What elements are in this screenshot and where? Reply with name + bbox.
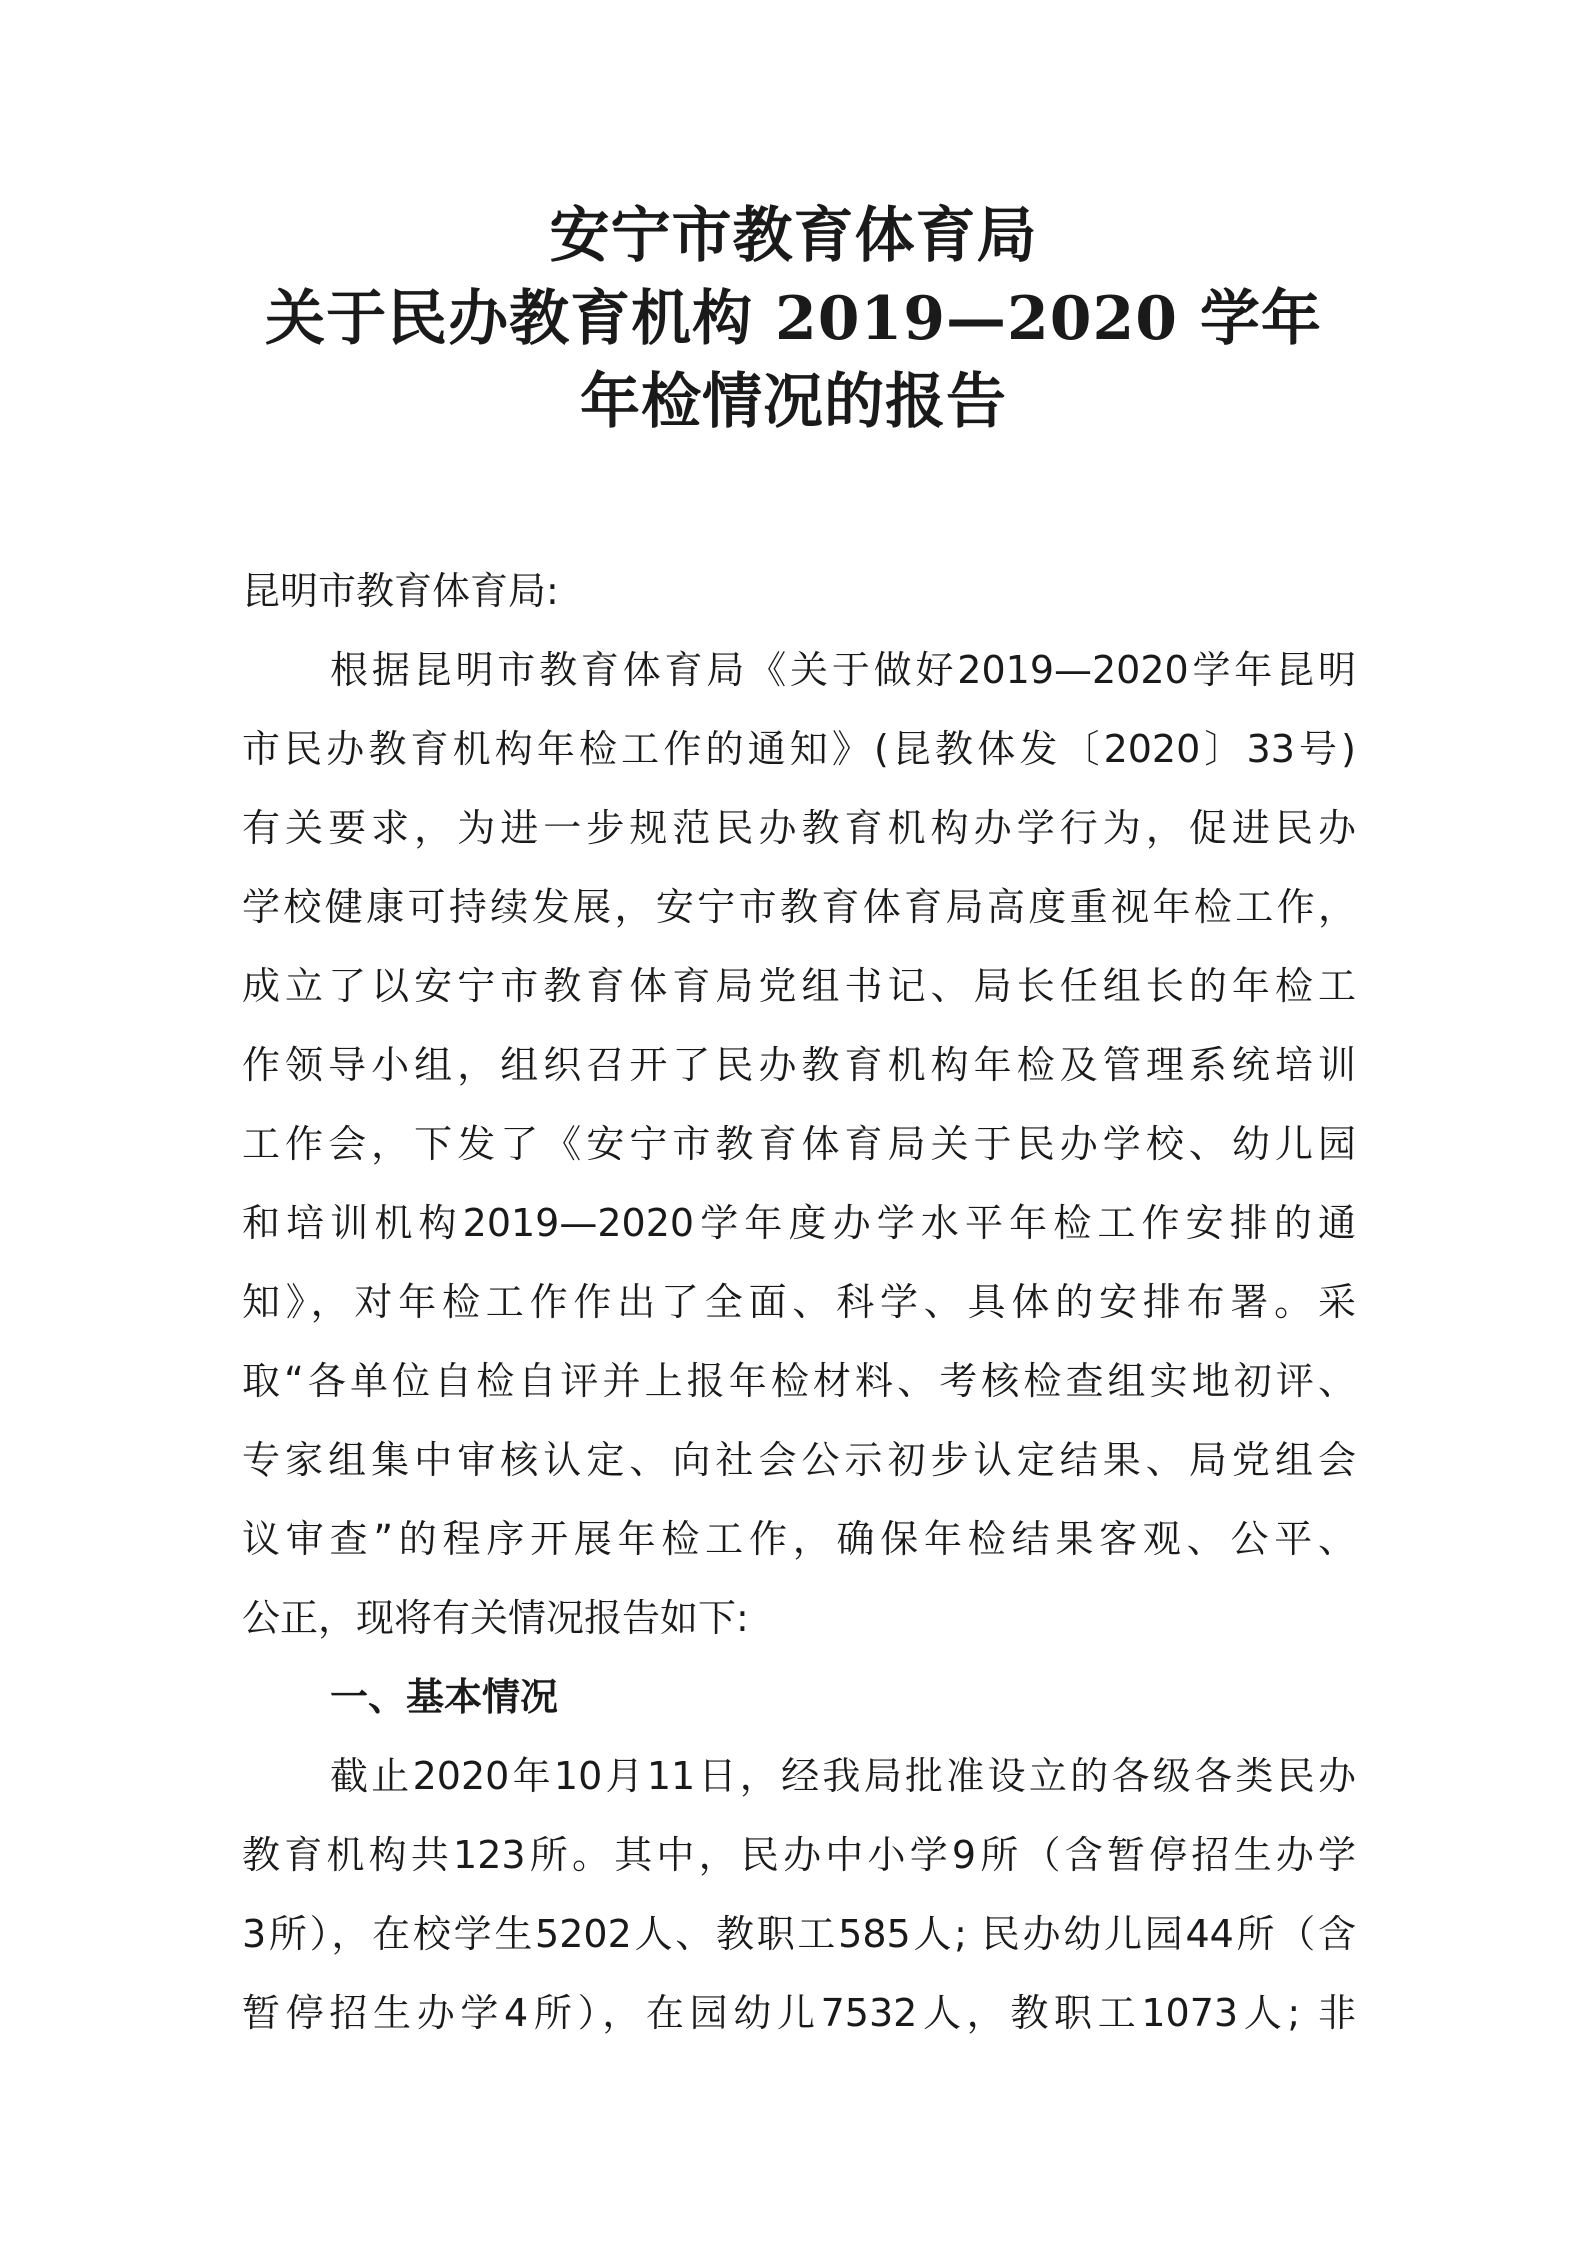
salutation: 昆明市教育体育局: [242, 569, 559, 613]
paragraph-1-line: 作领导小组，组织召开了民办教育机构年检及管理系统培训 [242, 1043, 1356, 1087]
document-title [0, 195, 1587, 444]
paragraph-1-line: 知》，对年检工作作出了全面、科学、具体的安排布署。采 [242, 1280, 1356, 1324]
paragraph-1 [242, 631, 1356, 1658]
document-body [242, 552, 1356, 2053]
paragraph-2 [242, 1737, 1356, 2053]
paragraph-2-line: 教育机构共123所。其中，民办中小学9所（含暂停招生办学 [242, 1833, 1356, 1877]
paragraph-1-line: 工作会，下发了《安宁市教育体育局关于民办学校、幼儿园 [242, 1122, 1356, 1166]
paragraph-1-line: 公正，现将有关情况报告如下: [242, 1596, 749, 1640]
paragraph-1-line: 成立了以安宁市教育体育局党组书记、局长任组长的年检工 [242, 964, 1356, 1008]
paragraph-1-line: 议审查”的程序开展年检工作，确保年检结果客观、公平、 [242, 1517, 1356, 1561]
paragraph-2-line: 3所），在校学生5202人、教职工585人; 民办幼儿园44所（含 [242, 1912, 1356, 1956]
paragraph-2-line: 截止2020年10月11日，经我局批准设立的各级各类民办 [330, 1754, 1356, 1798]
title-line-3: 年检情况的报告 [580, 367, 1007, 437]
paragraph-1-line: 专家组集中审核认定、向社会公示初步认定结果、局党组会 [242, 1438, 1356, 1482]
paragraph-1-line: 学校健康可持续发展，安宁市教育体育局高度重视年检工作， [242, 885, 1356, 929]
title-line-2: 关于民办教育机构 2019—2020 学年 [265, 284, 1322, 354]
paragraph-1-line: 取“各单位自检自评并上报年检材料、考核检查组实地初评、 [242, 1359, 1356, 1403]
section-1-heading: 一、基本情况 [330, 1675, 559, 1719]
paragraph-1-line: 有关要求，为进一步规范民办教育机构办学行为，促进民办 [242, 806, 1356, 850]
paragraph-1-line: 市民办教育机构年检工作的通知》(昆教体发〔2020〕33号) [242, 727, 1356, 771]
paragraph-2-line: 暂停招生办学4所），在园幼儿7532人，教职工1073人; 非 [242, 1991, 1356, 2035]
paragraph-1-line: 和培训机构2019—2020学年度办学水平年检工作安排的通 [242, 1201, 1356, 1245]
paragraph-1-line: 根据昆明市教育体育局《关于做好2019—2020学年昆明 [330, 648, 1356, 692]
title-line-1: 安宁市教育体育局 [549, 201, 1038, 271]
